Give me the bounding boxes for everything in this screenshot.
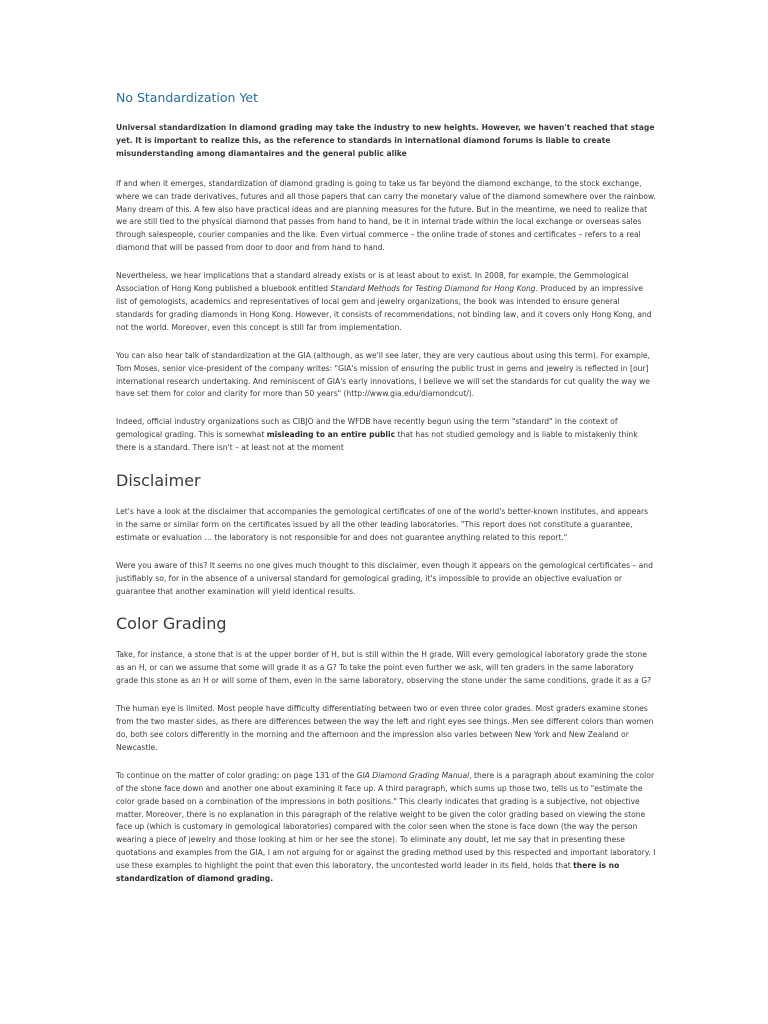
paragraph: [116, 270, 656, 335]
paragraph: Take, for instance, a stone that is at the upper border of H, but is still within the H grade. Will every gemological laboratory grade the stone as an H, or can we assume that some will grade it as a G? To take the point even further we ask, will ten graders in the same laboratory grade this stone as an H or will some of them, even in the same laboratory, observing the stone under the same conditions, grade it as a G?: [116, 650, 652, 686]
book-title: Standard Methods for Testing Diamond for Hong Kong: [330, 284, 536, 294]
section-heading-color-grading: Color Grading: [116, 614, 227, 634]
paragraph: [116, 770, 656, 886]
section-heading-no-standardization: No Standardization Yet: [116, 90, 259, 105]
paragraph: The human eye is limited. Most people have difficulty differentiating between two or even three color grades. Most graders examine stones from the two master sides, as there are differences between the way the left and right eyes see things. Men see different colors than women do, both see colors differently in the morning and the afternoon and the impression also varies between New York and New Zealand or Newcastle.: [116, 704, 654, 752]
article: [116, 88, 656, 901]
section-heading-disclaimer: Disclaimer: [116, 471, 201, 491]
text-run: Nevertheless, we hear implications that a standard already exists or is at least about to exist. In 2008, for example, the Gemmological Association of Hong Kong published a bluebook entitled: [116, 271, 629, 294]
paragraph: [116, 416, 656, 455]
emphasis: misleading to an entire public: [266, 430, 396, 440]
paragraph: Were you aware of this? It seems no one gives much thought to this disclaimer, even though it appears on the gemological certificates – and justifiably so, for in the absence of a universal standard for gemological grading, it's impossible to provide an objective evaluation or guarantee that another examination will yield identical results.: [116, 560, 653, 596]
paragraph: Let's have a look at the disclaimer that accompanies the gemological certificates of one of the world's better-known institutes, and appears in the same or similar form on the certificates issued by all the other leading laboratories. "This report does not constitute a guarantee, estimate or evaluation … the laboratory is not responsible for and does not guarantee anything related to this report.": [116, 507, 649, 542]
intro-paragraph: Universal standardization in diamond grading may take the industry to new heights. However, we haven't reached that stage yet. It is important to realize this, as the reference to standards in international diamond forums is liable to create misunderstanding among diamantaires and the general public alike: [116, 123, 655, 158]
text-run: To continue on the matter of color grading: on page 131 of the: [116, 770, 357, 780]
book-title: GIA Diamond Grading Manual: [356, 770, 470, 780]
text-run: Indeed, official industry organizations such as CIBJO and the WFDB have recently begun using the term "standard" in the context of gemological grading. This is somewhat: [116, 417, 618, 440]
text-run: that has not studied gemology and is liable to mistakenly think there is a standard. There isn't – at least not at the moment: [116, 430, 638, 453]
paragraph: If and when it emerges, standardization of diamond grading is going to take us far beyond the diamond exchange, to the stock exchange, where we can trade derivatives, futures and all those papers that can carry the monetary value of the diamond somewhere over the rainbow. Many dream of this. A few also have practical ideas and are planning measures for the future. But in the meantime, we need to realize that we are still tied to the physical diamond that passes from hand to hand, be it in internal trade within the local exchange or overseas sales through salespeople, courier companies and the like. Even virtual commerce – the online trade of stones and certificates – refers to a real diamond that will be passed from door to door and from hand to hand.: [116, 178, 656, 253]
emphasis: there is no standardization of diamond grading.: [116, 861, 620, 884]
text-run: , there is a paragraph about examining the color of the stone face down and another one about examining it face up. A third paragraph, which sums up those two, tells us to "estimate the color grade based on a combination of the impressions in both positions." This clearly indicates that grading is a subjective, not objective matter. Moreover, there is no explanation in this paragraph of the relative weight to be given the color grading based on viewing the stone face up (which is customary in gemological laboratories) compared with the color seen when the stone is face down (the way the person wearing a piece of jewelry and those looking at him or her see the stone). To eliminate any doubt, let me say that in presenting these quotations and examples from the GIA, I am not arguing for or against the grading method used by this respected and important laboratory. I use these examples to highlight the point that even this laboratory, the uncontested world leader in its field, holds that: [116, 770, 656, 871]
text-run: . Produced by an impressive list of gemologists, academics and representatives of local gem and jewelry organizations, the book was intended to ensure general standards for grading diamonds in Hong Kong. However, it consists of recommendations, not binding law, and it covers only Hong Kong, and not the world. Moreover, even this concept is still far from implementation.: [116, 284, 652, 332]
paragraph: You can also hear talk of standardization at the GIA (although, as we'll see later, they are very cautious about using this term). For example, Tom Moses, senior vice-president of the company writes: "GIA's mission of ensuring the public trust in gems and jewelry is reflected in [our] international research undertaking. And reminiscent of GIA's early innovations, I believe we will set the standards for cut quality the way we have set them for color and clarity for more than 50 years" (http://www.gia.edu/diamondcut/).: [116, 350, 651, 399]
